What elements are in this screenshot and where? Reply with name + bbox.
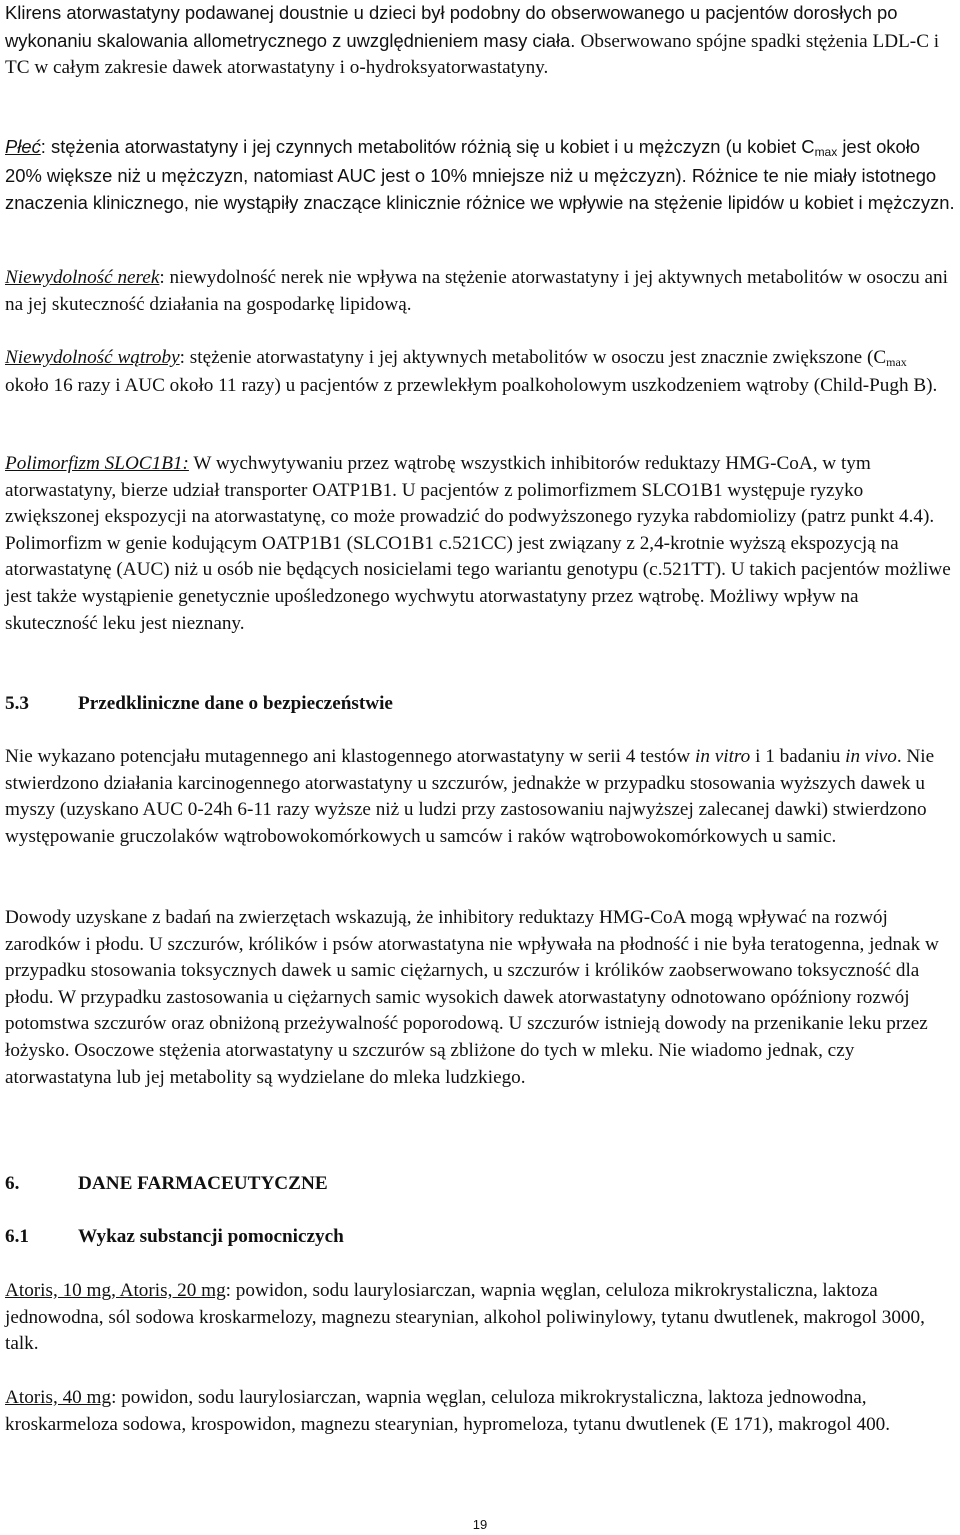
paragraph-pediatric-clearance xyxy=(5,0,950,82)
paragraph-renal-impairment-text: : niewydolność nerek nie wpływa na stężenie atorwastatyny i jej aktywnych metabolitów w osoczu ani na jej skuteczność działania na gospodarkę lipidową. xyxy=(5,267,948,315)
paragraph-pediatric-clearance-text: Obserwowano spójne spadki stężenia LDL-C i TC w całym zakresie dawek atorwastatyny i o-hydroksyatorwastatyny. xyxy=(5,30,940,79)
paragraph-hepatic-impairment-subscript: max xyxy=(886,355,907,369)
paragraph-sex xyxy=(5,134,955,218)
paragraph-mutagenicity-text-a: Nie wykazano potencjału mutagennego ani klastogennego atorwastatyny w serii 4 testów xyxy=(5,746,696,767)
paragraph-mutagenicity-in-vitro: in vitro xyxy=(695,746,751,767)
section-6-title: DANE FARMACEUTYCZNE xyxy=(78,1173,328,1194)
paragraph-hepatic-impairment-label: Niewydolność wątroby xyxy=(5,347,180,368)
paragraph-sex-text-b: jest około 20% większe niż u mężczyzn, natomiast AUC jest o 10% mniejsze niż u mężczyzn). Różnice te nie miały istotnego znaczenia klinicznego, nie wystąpiły znaczące klinicznie różnice we wpływie na stężenie lipidów u kobiet i mężczyzn. xyxy=(5,136,955,214)
paragraph-excipients-10-20mg xyxy=(5,1278,955,1358)
paragraph-hepatic-impairment-text-a: : stężenie atorwastatyny i jej aktywnych metabolitów w osoczu jest znacznie zwiększone (C xyxy=(179,347,887,368)
paragraph-reproductive-toxicity xyxy=(5,905,960,1091)
paragraph-mutagenicity-text-b: i 1 badaniu xyxy=(750,746,846,767)
paragraph-excipients-40mg-label: Atoris, 40 mg xyxy=(5,1387,112,1408)
section-6-number: 6. xyxy=(5,1173,20,1194)
page-number: 19 xyxy=(472,1517,488,1532)
paragraph-excipients-40mg-text: : powidon, sodu laurylosiarczan, wapnia węglan, celuloza mikrokrystaliczna, laktoza jednowodna, kroskarmeloza sodowa, krospowidon, magnezu stearynian, hypromeloza, tytanu dwutlenek (E 171), makrogol 400. xyxy=(5,1387,891,1435)
paragraph-excipients-40mg xyxy=(5,1385,955,1438)
paragraph-slco1b1-label: Polimorfizm SLOC1B1: xyxy=(5,453,189,474)
paragraph-sex-label: Płeć xyxy=(5,136,41,157)
paragraph-reproductive-toxicity-text: Dowody uzyskane z badań na zwierzętach wskazują, że inhibitory reduktazy HMG-CoA mogą wpływać na rozwój zarodków i płodu. U szczurów, królików i psów atorwastatyna nie wpływała na płodność i nie była teratogenna, jednak w przypadku stosowania toksycznych dawek u samic ciężarnych, u szczurów i królików zaobserwowano toksyczność dla płodu. W przypadku zastosowania u ciężarnych samic wysokich dawek atorwastatyny odnotowano opóźniony rozwój potomstwa szczurów oraz obniżoną przeżywalność poporodową. U szczurów istnieją dowody na przenikanie leku przez łożysko. Osoczowe stężenia atorwastatyny u szczurów są zbliżone do tych w mleku. Nie wiadomo jednak, czy atorwastatyna lub jej metabolity są wydzielane do mleka ludzkiego. xyxy=(5,907,939,1088)
paragraph-renal-impairment xyxy=(5,265,955,318)
section-6-1-number: 6.1 xyxy=(5,1226,29,1247)
paragraph-renal-impairment-label: Niewydolność nerek xyxy=(5,267,160,288)
section-5-3-title: Przedkliniczne dane o bezpieczeństwie xyxy=(78,693,393,714)
paragraph-sex-subscript: max xyxy=(814,145,838,159)
paragraph-excipients-10-20mg-text: : powidon, sodu laurylosiarczan, wapnia węglan, celuloza mikrokrystaliczna, laktoza jednowodna, sól sodowa kroskarmelozy, magnezu stearynian, alkohol poliwinylowy, tytanu dwutlenek, makrogol 3000, talk. xyxy=(5,1280,925,1355)
paragraph-slco1b1-polymorphism xyxy=(5,451,955,637)
paragraph-hepatic-impairment-text-b: około 16 razy i AUC około 11 razy) u pacjentów z przewlekłym poalkoholowym uszkodzeniem wątroby (Child-Pugh B). xyxy=(5,374,938,396)
paragraph-mutagenicity-in-vivo: in vivo xyxy=(845,746,897,767)
paragraph-sex-text-a: : stężenia atorwastatyny i jej czynnych metabolitów różnią się u kobiet i u mężczyzn (u kobiet C xyxy=(40,136,815,157)
paragraph-mutagenicity-text-c: . Nie stwierdzono działania karcinogennego atorwastatyny u szczurów, jednakże w przypadku stosowania wyższych dawek u myszy (uzyskano AUC 0-24h 6-11 razy wyższe niż u ludzi przy zastosowaniu najwyższej zalecanej dawki) stwierdzono występowanie gruczolaków wątrobowokomórkowych u samców i raków wątrobowokomórkowych u samic. xyxy=(5,746,935,847)
section-heading-6 xyxy=(5,1171,328,1198)
paragraph-hepatic-impairment xyxy=(5,345,955,399)
section-6-1-title: Wykaz substancji pomocniczych xyxy=(78,1226,344,1247)
paragraph-mutagenicity xyxy=(5,744,955,850)
paragraph-pediatric-clearance-sans-text: Klirens atorwastatyny podawanej doustnie u dzieci był podobny do obserwowanego u pacjentów dorosłych po wykonaniu skalowania allometrycznego z uwzględnieniem masy ciała. xyxy=(5,2,898,51)
paragraph-excipients-10-20mg-label: Atoris, 10 mg, Atoris, 20 mg xyxy=(5,1280,226,1301)
section-heading-5-3 xyxy=(5,691,393,718)
section-heading-6-1 xyxy=(5,1224,344,1251)
section-5-3-number: 5.3 xyxy=(5,693,29,714)
paragraph-slco1b1-text: W wychwytywaniu przez wątrobę wszystkich inhibitorów reduktazy HMG-CoA, w tym atorwastatyny, bierze udział transporter OATP1B1. U pacjentów z polimorfizmem SLCO1B1 występuje ryzyko zwiększonej ekspozycji na atorwastatynę, co może prowadzić do podwyższonego ryzyka rabdomiolizy (patrz punkt 4.4). Polimorfizm w genie kodującym OATP1B1 (SLCO1B1 c.521CC) jest związany z 2,4-krotnie wyższą ekspozycją na atorwastatynę (AUC) niż u osób nie będących nosicielami tego wariantu genotypu (c.521TT). U takich pacjentów możliwe jest także wystąpienie genetycznie upośledzonego wychwytu atorwastatyny przez wątrobę. Możliwy wpływ na skuteczność leku jest nieznany. xyxy=(5,453,951,634)
